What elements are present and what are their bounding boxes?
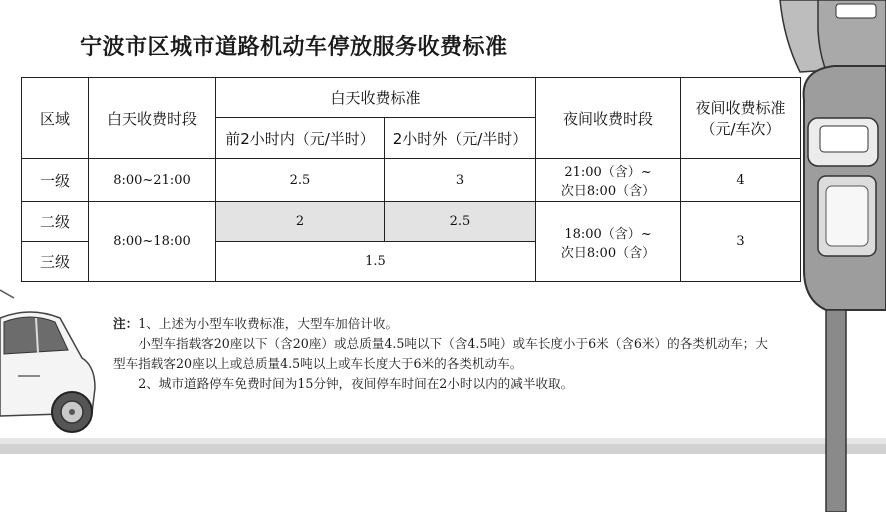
page-title: 宁波市区城市道路机动车停放服务收费标准	[80, 35, 508, 60]
region-cell: 三级	[22, 242, 89, 282]
day-period-cell: 8:00~21:00	[89, 159, 216, 202]
header-night-standard-line2: （元/车次）	[700, 120, 781, 138]
after-2h-cell: 3	[385, 159, 536, 202]
table-row	[22, 159, 801, 202]
header-region: 区域	[22, 78, 89, 159]
night-period-line2: 次日8:00（含）	[560, 245, 656, 261]
header-night-standard-line1: 夜间收费标准	[695, 99, 786, 117]
night-period-line2: 次日8:00（含）	[560, 184, 656, 199]
parking-meter-illustration	[770, 0, 886, 512]
night-fee-cell: 4	[681, 159, 801, 202]
first-2h-cell: 2	[216, 202, 385, 242]
day-period-cell: 8:00~18:00	[89, 202, 216, 282]
merged-day-fee-cell: 1.5	[216, 242, 536, 282]
night-period-cell	[536, 202, 681, 282]
note-1: 1、上述为小型车收费标准，大型车加倍计收。	[138, 316, 399, 331]
car-illustration	[0, 288, 100, 448]
first-2h-cell: 2.5	[216, 159, 385, 202]
header-first-2h: 前2小时内（元/半时）	[216, 118, 385, 159]
table-row	[22, 202, 801, 242]
region-cell: 一级	[22, 159, 89, 202]
notes	[113, 314, 773, 394]
after-2h-cell: 2.5	[385, 202, 536, 242]
night-period-line1: 18:00（含）~	[564, 226, 652, 242]
night-period-cell	[536, 159, 681, 202]
night-period-line1: 21:00（含）~	[564, 165, 652, 180]
note-1-detail: 小型车指载客20座以下（含20座）或总质量4.5吨以下（含4.5吨）或车长度小于6米（含6米）的各类机动车；大型车指载客20座以上或总质量4.5吨以上或车长度大于6米的各类机动车。	[113, 336, 768, 371]
header-day-standard: 白天收费标准	[216, 78, 536, 118]
note-2: 2、城市道路停车免费时间为15分钟，夜间停车时间在2小时以内的减半收取。	[138, 376, 574, 391]
header-after-2h: 2小时外（元/半时）	[385, 118, 536, 159]
road-illustration	[0, 438, 886, 512]
header-night-period: 夜间收费时段	[536, 78, 681, 159]
notes-label: 注：	[113, 316, 139, 331]
fee-table	[21, 77, 801, 282]
night-fee-cell: 3	[681, 202, 801, 282]
header-day-period: 白天收费时段	[89, 78, 216, 159]
region-cell: 二级	[22, 202, 89, 242]
